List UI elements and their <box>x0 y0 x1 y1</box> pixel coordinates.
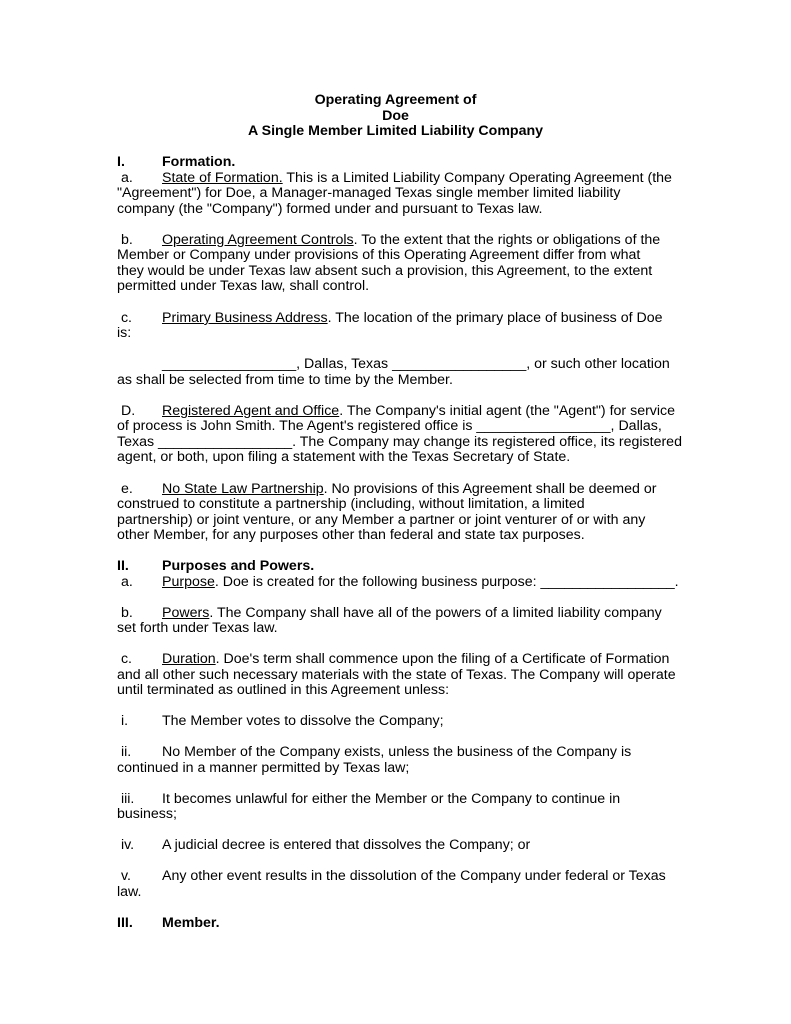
item-title: Operating Agreement Controls <box>162 232 354 248</box>
document-subtitle: A Single Member Limited Liability Company <box>247 123 544 139</box>
item-label: e. <box>117 481 133 497</box>
item-text: . The Company's initial agent (the "Agent") for service <box>339 403 676 419</box>
section-number: I. <box>117 154 125 170</box>
item-label: ii. <box>117 744 132 760</box>
item-title: No State Law Partnership <box>162 481 324 497</box>
item-text: . To the extent that the rights or obligations of the <box>353 232 661 248</box>
paragraph-line: continued in a manner permitted by Texas law; <box>117 760 410 776</box>
paragraph-line: until terminated as outlined in this Agreement unless: <box>117 682 450 698</box>
paragraph-line: and all other such necessary materials with the state of Texas. The Company will operate <box>117 667 676 683</box>
paragraph-line: set forth under Texas law. <box>117 620 278 636</box>
paragraph-line: other Member, for any purposes other than federal and state tax purposes. <box>117 527 585 543</box>
item-text: . The Company shall have all of the powers of a limited liability company <box>209 605 662 621</box>
item-label: b. <box>117 232 133 248</box>
item-title: State of Formation. <box>162 170 283 186</box>
paragraph-line: law. <box>117 884 142 900</box>
paragraph-line: is: <box>117 325 132 341</box>
item-title: Powers <box>162 605 210 621</box>
item-text: . Doe's term shall commence upon the filing of a Certificate of Formation <box>215 651 670 667</box>
item-label: D. <box>117 403 136 419</box>
paragraph-line: company (the "Company") formed under and pursuant to Texas law. <box>117 201 543 217</box>
section-number: III. <box>117 915 133 931</box>
paragraph-line: "Agreement") for Doe, a Manager-managed Texas single member limited liability <box>117 185 621 201</box>
paragraph-line: Any other event results in the dissolution of the Company under federal or Texas <box>162 868 666 884</box>
item-label: iv. <box>117 837 135 853</box>
section-number: II. <box>117 558 129 574</box>
item-label: b. <box>117 605 133 621</box>
paragraph-line: It becomes unlawful for either the Member or the Company to continue in <box>162 791 621 807</box>
item-label: iii. <box>117 791 135 807</box>
paragraph-line: they would be under Texas law absent such a provision, this Agreement, to the extent <box>117 263 653 279</box>
section-heading: Member. <box>162 915 220 931</box>
item-text: . Doe is created for the following business purpose: _________________. <box>214 574 679 590</box>
paragraph-line: _________________, Dallas, Texas _________________, or such other location <box>162 356 670 372</box>
item-text: . The location of the primary place of business of Doe <box>327 310 663 326</box>
document-title: Operating Agreement of <box>314 92 477 108</box>
paragraph-line: agent, or both, upon filing a statement with the Texas Secretary of State. <box>117 449 571 465</box>
paragraph-line: Member or Company under provisions of this Operating Agreement differ from what <box>117 247 641 263</box>
item-title: Duration <box>162 651 216 667</box>
item-title: Registered Agent and Office <box>162 403 340 419</box>
item-label: v. <box>117 868 131 884</box>
paragraph-line: No Member of the Company exists, unless the business of the Company is <box>162 744 632 760</box>
paragraph-line: as shall be selected from time to time by the Member. <box>117 372 453 388</box>
paragraph-line <box>162 575 679 591</box>
item-label: c. <box>117 651 132 667</box>
paragraph-line: partnership) or joint venture, or any Member a partner or joint venturer of or with any <box>117 512 646 528</box>
item-label: c. <box>117 310 132 326</box>
section-heading: Purposes and Powers. <box>162 558 315 574</box>
item-text: This is a Limited Liability Company Operating Agreement (the <box>282 170 672 186</box>
item-title: Primary Business Address <box>162 310 328 326</box>
paragraph-line <box>162 311 663 327</box>
paragraph-line: business; <box>117 806 177 822</box>
item-label: i. <box>117 713 129 729</box>
paragraph-line: A judicial decree is entered that dissolves the Company; or <box>162 837 531 853</box>
paragraph-line: The Member votes to dissolve the Company; <box>162 713 444 729</box>
item-title: Purpose <box>162 574 215 590</box>
document-title-company: Doe <box>382 108 409 124</box>
item-label: a. <box>117 170 133 186</box>
paragraph-line: construed to constitute a partnership (including, without limitation, a limited <box>117 496 585 512</box>
paragraph-line: permitted under Texas law, shall control. <box>117 278 370 294</box>
section-heading: Formation. <box>162 154 236 170</box>
paragraph-line: of process is John Smith. The Agent's registered office is _________________, Dallas, <box>117 418 662 434</box>
item-text: . No provisions of this Agreement shall be deemed or <box>323 481 657 497</box>
paragraph-line <box>162 652 669 668</box>
paragraph-line: Texas _________________. The Company may change its registered office, its registered <box>117 434 682 450</box>
item-label: a. <box>117 574 133 590</box>
